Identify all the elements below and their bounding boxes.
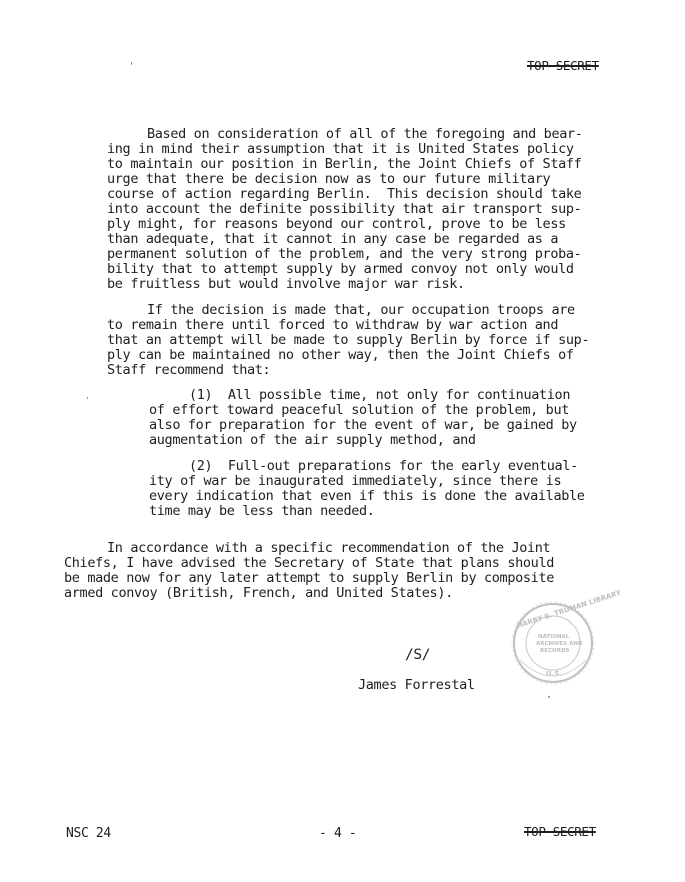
text-line: be made now for any later attempt to supply Berlin by composite [64, 570, 554, 586]
text-line: In accordance with a specific recommendation of the Joint [107, 540, 551, 556]
signature-name: James Forrestal [358, 677, 475, 693]
text-line: every indication that even if this is done the available [149, 488, 585, 504]
text-line: ity of war be inaugurated immediately, since there is [149, 473, 562, 489]
seal-text-top: HARRY S. TRUMAN LIBRARY [515, 588, 623, 631]
text-line: that an attempt will be made to supply Berlin by force if sup- [107, 332, 590, 348]
text-line: into account the definite possibility that air transport sup- [107, 201, 582, 217]
text-line: permanent solution of the problem, and the very strong proba- [107, 246, 582, 262]
text-line: course of action regarding Berlin. This decision should take [107, 186, 582, 202]
text-line: urge that there be decision now as to our future military [107, 171, 551, 187]
text-line: ply can be maintained no other way, then the Joint Chiefs of [107, 347, 574, 363]
scan-speck [87, 397, 88, 399]
text-line: of effort toward peaceful solution of the problem, but [149, 402, 569, 418]
seal-text-bottom: U.S. [546, 670, 563, 678]
text-line: (1) All possible time, not only for continuation [189, 387, 571, 403]
text-line: Chiefs, I have advised the Secretary of State that plans should [64, 555, 554, 571]
text-line: Staff recommend that: [107, 362, 271, 378]
text-line: to maintain our position in Berlin, the Joint Chiefs of Staff [107, 156, 582, 172]
text-line: bility that to attempt supply by armed convoy not only would [107, 261, 574, 277]
text-line: (2) Full-out preparations for the early eventual- [189, 458, 578, 474]
library-seal-stamp [510, 588, 623, 686]
text-line: augmentation of the air supply method, and [149, 432, 476, 448]
footer-page-number: - 4 - [319, 826, 357, 841]
seal-text-inner-3: RECORDS [540, 648, 570, 654]
text-line: to remain there until forced to withdraw by war action and [107, 317, 559, 333]
text-line: ing in mind their assumption that it is United States policy [107, 141, 574, 157]
signature-mark: /S/ [405, 647, 431, 663]
seal-text-inner-1: NATIONAL [538, 634, 570, 640]
text-line: also for preparation for the event of war, be gained by [149, 417, 577, 433]
footer-doc-id: NSC 24 [66, 826, 111, 841]
text-line: ply might, for reasons beyond our control, prove to be less [107, 216, 566, 232]
text-line: armed convoy (British, French, and United States). [64, 585, 453, 601]
scan-speck [131, 62, 132, 65]
text-line: be fruitless but would involve major war risk. [107, 276, 465, 292]
text-line: Based on consideration of all of the foregoing and bear- [147, 126, 583, 142]
text-line: time may be less than needed. [149, 503, 375, 519]
text-line: If the decision is made that, our occupation troops are [147, 302, 575, 318]
classification-bottom: TOP SECRET [524, 824, 596, 839]
scan-speck [548, 696, 550, 698]
seal-text-inner-2: ARCHIVES AND [536, 641, 583, 647]
text-line: than adequate, that it cannot in any case be regarded as a [107, 231, 559, 247]
classification-top: TOP SECRET [527, 58, 599, 73]
